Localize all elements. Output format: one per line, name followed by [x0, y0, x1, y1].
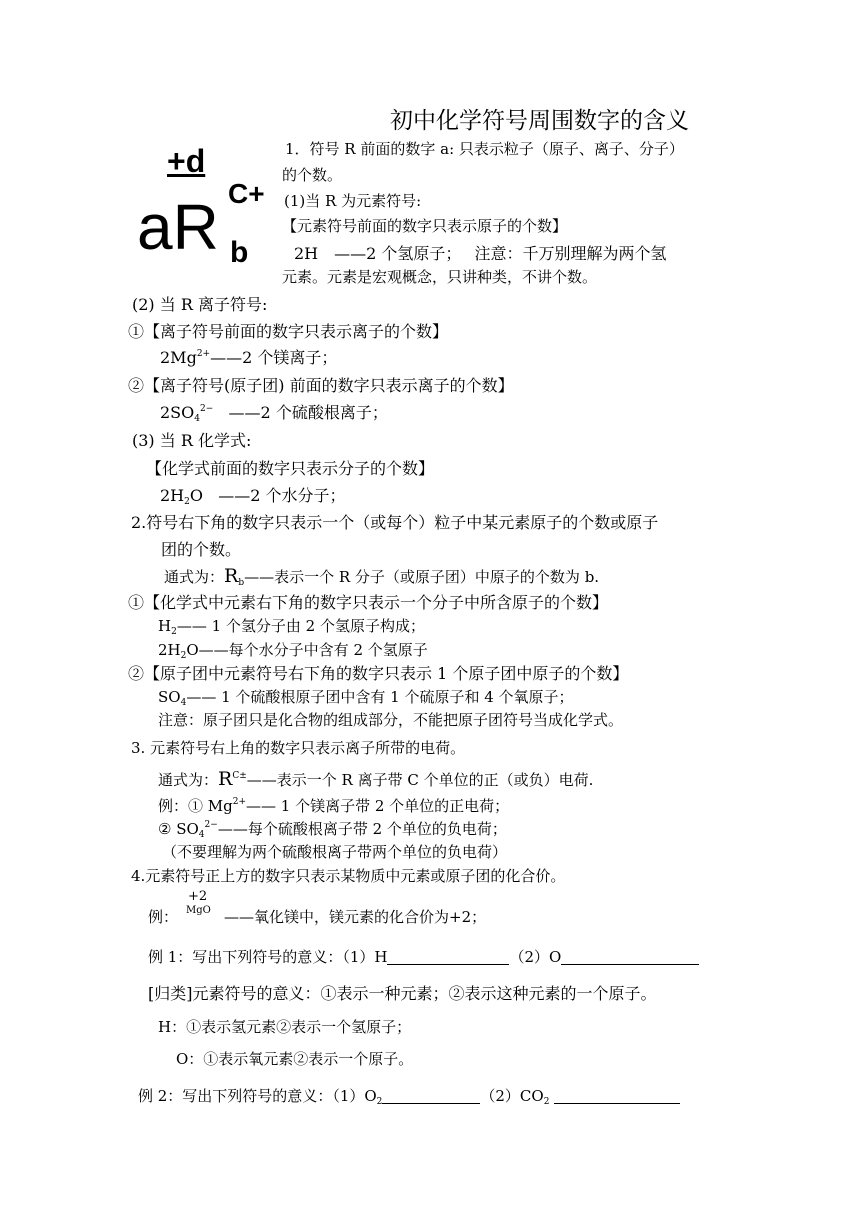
s1-case2-rule2: ②【离子符号(原子团) 前面的数字只表示离子的个数】 [128, 376, 514, 395]
s1-case1-example2: 元素。元素是宏观概念，只讲种类，不讲个数。 [282, 268, 598, 286]
symbol-main-ar: aR [137, 191, 219, 263]
s2-formula: 通式为：$R_b——$表示一个 R 分子（或原子团）中原子的个数为 b. [164, 565, 600, 588]
s1-case3-rule: 【化学式前面的数字只表示分子的个数】 [146, 459, 435, 478]
s1-case1-rule: 【元素符号前面的数字只表示原子的个数】 [282, 217, 568, 235]
s2-title: 2.符号右下角的数字只表示一个（或每个）粒子中某元素原子的个数或原子 [131, 513, 659, 532]
s1-title2: 的个数。 [282, 166, 343, 184]
s4-example-text: ——氧化镁中，镁元素的化合价为+2； [224, 908, 487, 926]
s2-example3: $SO_4——$ 1 个硫酸根原子团中含有 1 个硫原子和 4 个氧原子； [158, 688, 574, 708]
s3-example1: 例：① $Mg^{2+}——$ 1 个镁离子带 2 个单位的正电荷； [158, 797, 510, 815]
exercise-2: 例 2：写出下列符号的意义：$(1)O_2$ $(2)CO_2$ [138, 1085, 680, 1107]
exercise-2-blank-1[interactable] [382, 1089, 480, 1104]
s4-title: 4.元素符号正上方的数字只表示某物质中元素或原子团的化合价。 [131, 867, 566, 885]
classify-line: [归类]元素符号的意义：①表示一种元素；②表示这种元素的一个原子。 [148, 984, 657, 1003]
o-meaning: O：①表示氧元素②表示一个原子。 [176, 1050, 414, 1068]
s2-rule2: ②【原子团中元素符号右下角的数字只表示 1 个原子团中原子的个数】 [128, 664, 629, 683]
exercise-1-blank-2[interactable] [561, 950, 699, 965]
symbol-top-d: +d [167, 143, 206, 179]
s1-case2-example2: $2SO_4^{2-}$ ——2 个硫酸根离子； [160, 403, 388, 424]
s4-valence-top: +2 [188, 889, 208, 904]
s2-example2: $2H_2O——$每个水分子中含有 2 个氢原子 [158, 641, 428, 661]
s1-case3-example: $2H_2O$ ——2 个水分子； [160, 486, 346, 507]
s1-case1: (1)当 R 为元素符号: [284, 192, 422, 210]
s3-example2: ② $SO_4^{2-}——$每个硫酸根离子带 2 个单位的负电荷； [158, 820, 507, 840]
h-meaning: H：①表示氢元素②表示一个氢原子； [158, 1018, 412, 1036]
exercise-1-blank-1[interactable] [387, 950, 509, 965]
page-title: 初中化学符号周围数字的含义 [390, 108, 689, 134]
s1-case3: (3) 当 R 化学式: [132, 431, 252, 450]
s2-rule1: ①【化学式中元素右下角的数字只表示一个分子中所含原子的个数】 [128, 593, 609, 612]
s4-example-label: 例： [148, 908, 179, 926]
s3-formula: 通式为：$R^{C\pm}——$表示一个 R 离子带 C 个单位的正（或负）电荷. [158, 768, 594, 790]
s3-title: 3. 元素符号右上角的数字只表示离子所带的电荷。 [131, 739, 466, 757]
exercise-2-blank-2[interactable] [554, 1089, 680, 1104]
s1-case2-rule1: ①【离子符号前面的数字只表示离子的个数】 [128, 322, 449, 341]
s4-mgo: MgO [186, 905, 211, 916]
s1-case1-example: 2H ——2 个氢原子； 注意：千万别理解为两个氢 [294, 244, 667, 263]
s1-case2: (2) 当 R 离子符号: [132, 295, 268, 314]
s1-title: 1．符号 R 前面的数字 a: 只表示粒子（原子、离子、分子） [285, 140, 684, 158]
symbol-sup-c: C+ [228, 178, 265, 209]
s3-note: （不要理解为两个硫酸根离子带两个单位的负电荷） [162, 843, 508, 861]
s1-case2-example1: $2Mg^{2+}——2$ 个镁离子； [160, 348, 338, 367]
s2-note: 注意：原子团只是化合物的组成部分，不能把原子团符号当成化学式。 [158, 711, 624, 729]
s2-example1: $H_2——$ 1 个氢分子由 2 个氢原子构成； [158, 617, 425, 637]
s2-title2: 团的个数。 [161, 540, 242, 559]
symbol-sub-b: b [230, 236, 249, 269]
exercise-1: 例 1：写出下列符号的意义：（1）H （2）O [148, 946, 699, 967]
